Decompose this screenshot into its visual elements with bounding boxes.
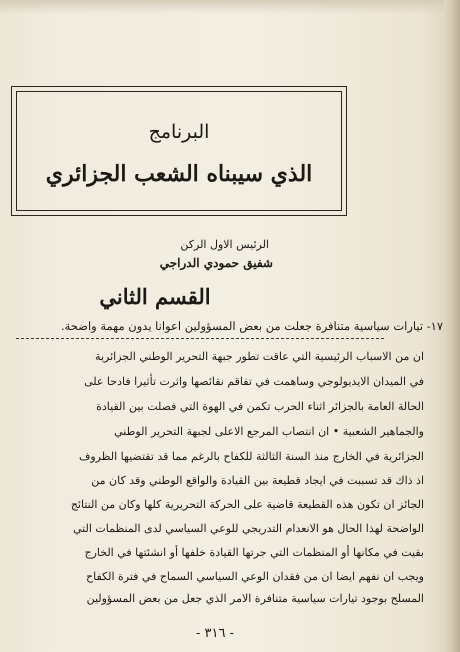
page-top-shadow [0, 0, 460, 14]
body-line: اذ ذاك قد تسببت في ايجاد قطيعة بين القيادة والواقع الوطني وقد كان من [91, 474, 424, 487]
author-role: الرئيس الاول الركن [180, 238, 269, 251]
page-number: - ٣١٦ - [195, 626, 234, 641]
section-title: القسم الثاني [99, 284, 211, 309]
body-line: الجزائرية في الخارج منذ السنة الثالثة للكفاح بالرغم مما قد تقتضيها الظروف [78, 450, 424, 463]
body-line: ويجب ان نفهم ايضا ان من فقدان الوعي السياسي السماح في فترة الكفاح [86, 570, 424, 583]
heading-underline [16, 338, 384, 339]
body-line: في الميدان الايديولوجي وساهمت في تفاقم نقائصها واثرت تأثيرا فادحا على [84, 375, 424, 388]
body-line: ان من الاسباب الرئيسية التي عاقت تطور جبهة التحرير الوطني الجزائرية [95, 350, 424, 363]
body-line: الجائز ان تكون هذه القطيعة قاضية على الحركة التحريرية كلها وكان من النتائج [70, 498, 424, 511]
body-line: والجماهير الشعبية • ان انتصاب المرجع الاعلى لجبهة التحرير الوطني [114, 425, 424, 438]
book-spine-shadow [444, 0, 460, 652]
title-line-program: البرنامج [148, 121, 210, 143]
section-heading: ١٧- تيارات سياسية متنافرة جعلت من بعض المسؤولين اعوانا يدون مهمة واضحة. [60, 319, 443, 333]
body-line: المسلح بوجود تيارات سياسية متنافرة الامر الذي جعل من بعض المسؤولين [86, 592, 424, 605]
body-line: الواضحة لهذا الحال هو الانعدام التدريجي للوعي السياسي لدى المنظمات التي [72, 522, 424, 535]
title-frame [11, 86, 347, 216]
title-line-main: الذي سيبناه الشعب الجزائري [45, 161, 313, 187]
title-frame-inner [16, 91, 342, 211]
body-line: بقيت في مكانها أو المنظمات التي جرتها القيادة خلفها أو انشئتها في الخارج [84, 546, 424, 559]
author-name: شفيق حمودي الدراجي [159, 256, 273, 270]
body-line: الحالة العامة بالجزائر اثناء الحرب تكمن في الهوة التي فصلت بين القيادة [96, 400, 424, 413]
